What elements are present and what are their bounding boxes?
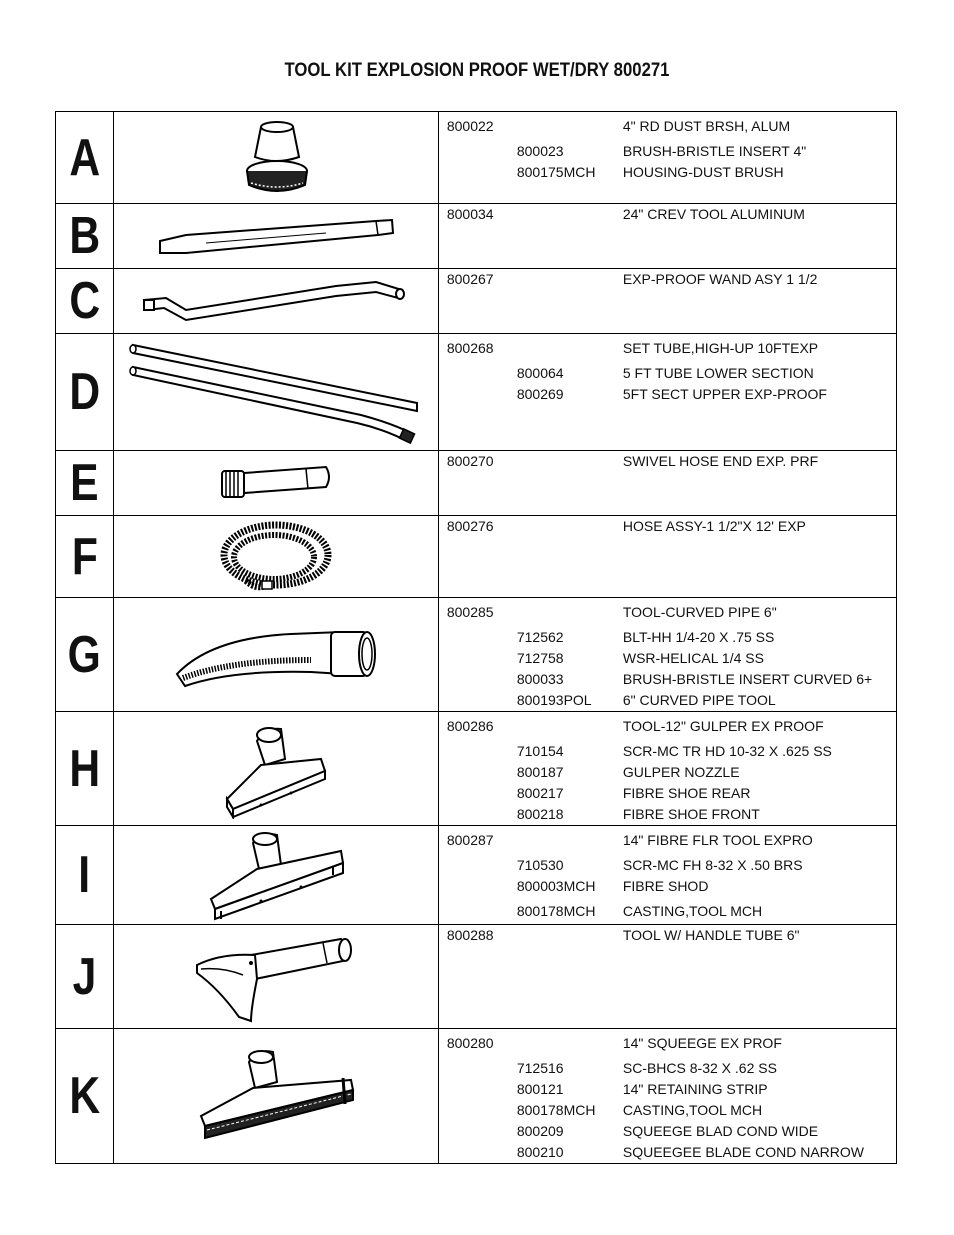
row-letter: E <box>70 454 99 512</box>
row-letter-cell <box>56 712 114 826</box>
sub-part-number: 800217 <box>516 785 564 801</box>
page-title: TOOL KIT EXPLOSION PROOF WET/DRY 800271 <box>284 60 670 81</box>
sub-part-number: 800033 <box>516 671 564 687</box>
part-description: FIBRE SHOE FRONT <box>622 806 760 822</box>
table-row <box>56 712 897 826</box>
part-description: 6" CURVED PIPE TOOL <box>622 692 776 708</box>
row-letter-cell <box>56 516 114 598</box>
part-description: SCR-MC TR HD 10-32 X .625 SS <box>622 743 832 759</box>
part-description: SC-BHCS 8-32 X .62 SS <box>622 1060 777 1076</box>
part-number: 800034 <box>446 206 494 222</box>
sub-part-number: 800121 <box>516 1081 564 1097</box>
parts-cell <box>438 1029 896 1164</box>
sub-part-number: 800210 <box>516 1144 564 1160</box>
part-description: BRUSH-BRISTLE INSERT CURVED 6+ <box>622 671 873 687</box>
crevice-tool-icon <box>146 211 406 261</box>
part-number: 800287 <box>446 832 494 848</box>
curved-pipe-tool-icon <box>171 620 381 690</box>
curved-pipe-tool-illustration <box>113 598 438 712</box>
sub-part-number: 800193POL <box>516 692 592 708</box>
wand-icon <box>136 276 416 326</box>
parts-cell <box>438 712 896 826</box>
part-description: SCR-MC FH 8-32 X .50 BRS <box>622 857 803 873</box>
sub-part-number: 800269 <box>516 386 564 402</box>
floor-tool-illustration <box>113 826 438 925</box>
row-letter-cell <box>56 598 114 712</box>
row-letter-cell <box>56 334 114 451</box>
part-description: SWIVEL HOSE END EXP. PRF <box>622 453 819 469</box>
row-letter: F <box>71 527 98 586</box>
part-description: TOOL-12" GULPER EX PROOF <box>622 718 824 734</box>
part-description: BLT-HH 1/4-20 X .75 SS <box>622 629 775 645</box>
part-number: 800267 <box>446 271 494 287</box>
part-description: 5FT SECT UPPER EXP-PROOF <box>622 386 827 402</box>
row-letter: K <box>69 1067 100 1125</box>
part-description: WSR-HELICAL 1/4 SS <box>622 650 764 666</box>
parts-cell <box>438 204 896 269</box>
row-letter: D <box>69 363 100 421</box>
row-letter: J <box>72 947 97 1006</box>
part-description: 5 FT TUBE LOWER SECTION <box>622 365 814 381</box>
sub-part-number: 710530 <box>516 857 564 873</box>
part-number: 800270 <box>446 453 494 469</box>
row-letter-cell <box>56 269 114 334</box>
swivel-hose-end-icon <box>216 463 336 503</box>
part-description: 14" RETAINING STRIP <box>622 1081 768 1097</box>
sub-part-number: 800003MCH <box>516 878 596 894</box>
sub-part-number: 710154 <box>516 743 564 759</box>
part-description: FIBRE SHOD <box>622 878 709 894</box>
part-number: 800288 <box>446 927 494 943</box>
sub-part-number: 800175MCH <box>516 164 596 180</box>
part-description: EXP-PROOF WAND ASY 1 1/2 <box>622 271 818 287</box>
swivel-hose-end-illustration <box>113 451 438 516</box>
part-description: TOOL W/ HANDLE TUBE 6" <box>622 927 800 943</box>
parts-cell <box>438 516 896 598</box>
part-description: 14" SQUEEGE EX PROF <box>622 1035 782 1051</box>
part-description: HOUSING-DUST BRUSH <box>622 164 784 180</box>
parts-cell <box>438 451 896 516</box>
tube-set-illustration <box>113 334 438 451</box>
row-letter-cell <box>56 204 114 269</box>
floor-tool-icon <box>201 829 351 921</box>
sub-part-number: 712758 <box>516 650 564 666</box>
handle-tube-tool-icon <box>191 929 361 1025</box>
sub-part-number: 800178MCH <box>516 1102 596 1118</box>
sub-part-number: 712562 <box>516 629 564 645</box>
part-number: 800280 <box>446 1035 494 1051</box>
row-letter: B <box>69 207 100 265</box>
part-description: GULPER NOZZLE <box>622 764 740 780</box>
part-description: 24" CREV TOOL ALUMINUM <box>622 206 805 222</box>
table-row <box>56 826 897 925</box>
parts-cell <box>438 826 896 925</box>
sub-part-number: 712516 <box>516 1060 564 1076</box>
row-letter-cell <box>56 925 114 1029</box>
parts-cell <box>438 925 896 1029</box>
table-row <box>56 269 897 334</box>
crevice-tool-illustration <box>113 204 438 269</box>
squeegee-icon <box>191 1046 361 1146</box>
dust-brush-illustration <box>113 112 438 204</box>
gulper-tool-icon <box>221 719 331 819</box>
sub-part-number: 800187 <box>516 764 564 780</box>
table-row <box>56 1029 897 1164</box>
part-description: CASTING,TOOL MCH <box>622 1102 763 1118</box>
row-letter: H <box>69 739 100 798</box>
parts-table <box>55 111 897 1164</box>
part-description: FIBRE SHOE REAR <box>622 785 751 801</box>
part-number: 800276 <box>446 518 494 534</box>
part-description: 14" FIBRE FLR TOOL EXPRO <box>622 832 813 848</box>
parts-cell <box>438 334 896 451</box>
table-row <box>56 112 897 204</box>
row-letter: C <box>69 272 100 330</box>
part-description: SET TUBE,HIGH-UP 10FTEXP <box>622 340 819 356</box>
part-number: 800286 <box>446 718 494 734</box>
hose-illustration <box>113 516 438 598</box>
part-number: 800285 <box>446 604 494 620</box>
part-description: 4" RD DUST BRSH, ALUM <box>622 118 791 134</box>
parts-cell <box>438 598 896 712</box>
table-row <box>56 516 897 598</box>
sub-part-number: 800218 <box>516 806 564 822</box>
part-description: SQUEEGEE BLADE COND NARROW <box>622 1144 865 1160</box>
handle-tube-tool-illustration <box>113 925 438 1029</box>
sub-part-number: 800023 <box>516 143 564 159</box>
table-row <box>56 334 897 451</box>
hose-icon <box>216 519 336 595</box>
row-letter-cell <box>56 826 114 925</box>
parts-cell <box>438 112 896 204</box>
row-letter: A <box>69 128 100 187</box>
sub-part-number: 800178MCH <box>516 903 596 919</box>
part-description: HOSE ASSY-1 1/2"X 12' EXP <box>622 518 806 534</box>
row-letter: I <box>78 846 91 904</box>
dust-brush-icon <box>231 119 321 197</box>
wand-illustration <box>113 269 438 334</box>
part-number: 800022 <box>446 118 494 134</box>
table-row <box>56 925 897 1029</box>
row-letter: G <box>67 625 102 684</box>
row-letter-cell <box>56 451 114 516</box>
table-row <box>56 598 897 712</box>
table-row <box>56 451 897 516</box>
part-description: CASTING,TOOL MCH <box>622 903 763 919</box>
row-letter-cell <box>56 1029 114 1164</box>
squeegee-illustration <box>113 1029 438 1164</box>
part-description: BRUSH-BRISTLE INSERT 4" <box>622 143 807 159</box>
sub-part-number: 800064 <box>516 365 564 381</box>
tube-set-icon <box>121 337 431 447</box>
part-description: SQUEEGE BLAD COND WIDE <box>622 1123 819 1139</box>
gulper-tool-illustration <box>113 712 438 826</box>
part-description: TOOL-CURVED PIPE 6" <box>622 604 777 620</box>
table-row <box>56 204 897 269</box>
part-number: 800268 <box>446 340 494 356</box>
sub-part-number: 800209 <box>516 1123 564 1139</box>
parts-cell <box>438 269 896 334</box>
row-letter-cell <box>56 112 114 204</box>
